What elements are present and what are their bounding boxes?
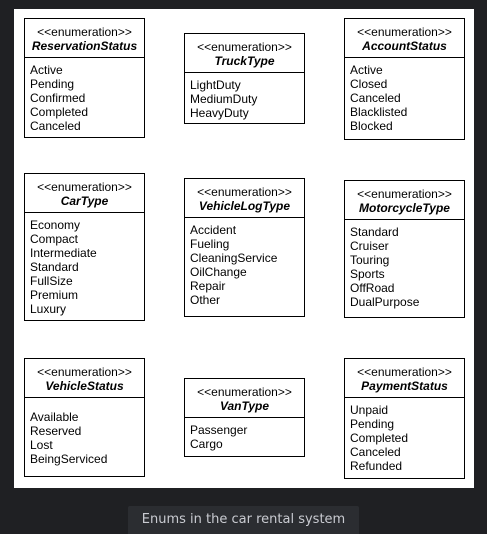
enum-header — [25, 19, 144, 58]
enum-name: CarType — [60, 194, 109, 208]
enum-values — [185, 73, 304, 122]
enum-value: Sports — [350, 267, 385, 281]
enum-value: Reserved — [30, 424, 82, 438]
enum-value: Fueling — [190, 237, 230, 251]
stereotype-label: <<enumeration>> — [197, 385, 292, 399]
enum-name: TruckType — [214, 54, 275, 68]
enum-value: Compact — [30, 232, 79, 246]
enum-value: BeingServiced — [30, 452, 108, 466]
figure-caption: Enums in the car rental system — [128, 506, 359, 534]
enum-vehicle-status — [24, 358, 145, 477]
enum-header — [185, 379, 304, 418]
enum-header — [25, 174, 144, 213]
enum-value: Cruiser — [350, 239, 389, 253]
enum-value: FullSize — [30, 274, 73, 288]
enum-value: Economy — [30, 218, 81, 232]
enum-motorcycle-type — [344, 180, 465, 318]
enum-value: OilChange — [190, 265, 247, 279]
enum-value: HeavyDuty — [190, 106, 249, 120]
stereotype-label: <<enumeration>> — [197, 40, 292, 54]
stereotype-label: <<enumeration>> — [37, 25, 132, 39]
enum-value: Pending — [30, 77, 75, 91]
enum-value: Active — [30, 63, 63, 77]
enum-value: Closed — [350, 77, 388, 91]
enum-value: Confirmed — [30, 91, 86, 105]
enum-name: ReservationStatus — [31, 39, 138, 53]
enum-value: Touring — [350, 253, 390, 267]
enum-values — [345, 220, 464, 311]
enum-value: Active — [350, 63, 383, 77]
enum-header — [345, 359, 464, 398]
enum-value: Blocked — [350, 119, 393, 133]
enum-value: Blacklisted — [350, 105, 408, 119]
enum-name: VehicleStatus — [45, 379, 124, 393]
enum-value: OffRoad — [350, 281, 395, 295]
enum-value: Unpaid — [350, 403, 389, 417]
enum-values — [25, 398, 144, 468]
enum-value: Standard — [30, 260, 79, 274]
enum-header — [345, 181, 464, 220]
enum-vehicle-log-type — [184, 178, 305, 317]
enum-name: MotorcycleType — [359, 201, 450, 215]
diagram-canvas — [14, 9, 474, 488]
enum-values — [25, 58, 144, 135]
stereotype-label: <<enumeration>> — [37, 180, 132, 194]
enum-header — [25, 359, 144, 398]
enum-name: VanType — [219, 399, 270, 413]
enum-value: Lost — [30, 438, 53, 452]
enum-value: Canceled — [350, 445, 401, 459]
enum-value: Accident — [190, 223, 237, 237]
enum-values — [345, 398, 464, 475]
enum-van-type — [184, 378, 305, 457]
enum-value: CleaningService — [190, 251, 278, 265]
enum-values — [25, 213, 144, 318]
enum-value: DualPurpose — [350, 295, 420, 309]
enum-header — [185, 34, 304, 73]
enum-value: Premium — [30, 288, 79, 302]
enum-value: Completed — [350, 431, 409, 445]
enum-value: Other — [190, 293, 221, 307]
enum-header — [185, 179, 304, 218]
enum-value: MediumDuty — [190, 92, 258, 106]
enum-value: Completed — [30, 105, 89, 119]
stereotype-label: <<enumeration>> — [37, 365, 132, 379]
enum-value: Available — [30, 410, 79, 424]
enum-value: Cargo — [190, 437, 223, 451]
enum-name: VehicleLogType — [198, 199, 291, 213]
enum-payment-status — [344, 358, 465, 479]
enum-value: Intermediate — [30, 246, 97, 260]
enum-value: Passenger — [190, 423, 248, 437]
enum-values — [185, 218, 304, 309]
enum-car-type — [24, 173, 145, 321]
stereotype-label: <<enumeration>> — [197, 185, 292, 199]
enum-truck-type — [184, 33, 305, 124]
enum-values — [185, 418, 304, 453]
enum-value: Repair — [190, 279, 226, 293]
stereotype-label: <<enumeration>> — [357, 187, 452, 201]
enum-value: Refunded — [350, 459, 403, 473]
enum-reservation-status — [24, 18, 145, 138]
enum-value: Pending — [350, 417, 395, 431]
enum-header — [345, 19, 464, 58]
stereotype-label: <<enumeration>> — [357, 25, 452, 39]
enum-value: Canceled — [30, 119, 81, 133]
stereotype-label: <<enumeration>> — [357, 365, 452, 379]
enum-value: Luxury — [30, 302, 67, 316]
enum-value: Canceled — [350, 91, 401, 105]
enum-value: Standard — [350, 225, 399, 239]
enum-name: PaymentStatus — [361, 379, 448, 393]
enum-values — [345, 58, 464, 135]
enum-value: LightDuty — [190, 78, 241, 92]
enum-name: AccountStatus — [362, 39, 447, 53]
enum-account-status — [344, 18, 465, 140]
